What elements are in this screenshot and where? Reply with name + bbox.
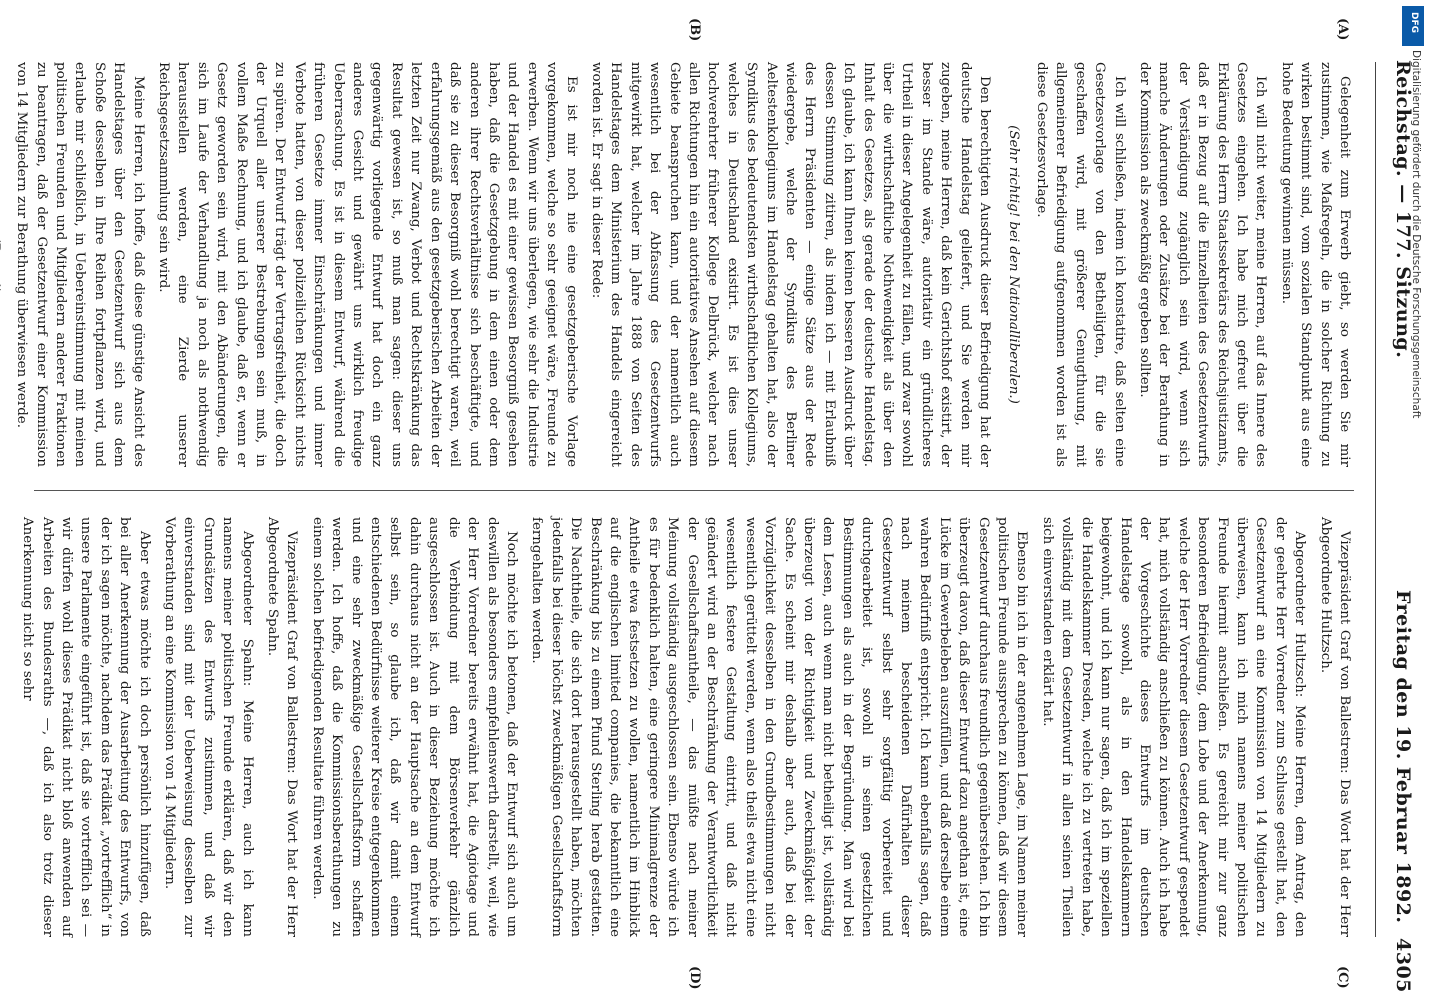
credit-text: Digitalisierung gefördert durch die Deutsche Forschungsgemeinschaft (1410, 50, 1422, 419)
speaker-paragraph: Abgeordneter Hultzsch: Meine Herren, dem Antrag, den der geehrte Herr Vorredner zum Schlusse gestellt hat, den Gesetzentwurf an eine Kommission von 14 Mitgliedern zu überweisen, kann ich mich namens meiner politischen Freunde hiermit anschließen. Es gereicht mir zur ganz besonderen Befriedigung, dem Lobe und der Anerkennung, welche der Herr Vorredner diesem Gesetzentwurf gespendet hat, mich vollständig anschließen zu können. Auch ich habe der Vorgeschichte dieses Entwurfs im deutschen Handelstage sowohl, als in den Handelskammern beigewohnt, und ich kann nur sagen, daß ich im speziellen die Handelskammer Dresden, welche ich zu vertreten habe, vollständig mit dem Gesetzentwurf in allen seinen Theilen sich einverstanden erklärt hat. (1039, 517, 1308, 937)
dfg-logo-text: DFG (1409, 12, 1419, 34)
right-column (14, 517, 1354, 937)
paragraph: Ebenso bin ich in der angenehmen Lage, im Namen meiner politischen Freunde aussprechen zu können, daß wir diesem Gesetzentwurf durchaus freundlich gegenüberstehen. Ich bin überzeugt davon, daß dieser Entwurf dazu angethan ist, eine Lücke im Gewerbeleben auszufüllen, und daß derselbe einem wahren Bedürfniß entspricht. Ich kann ebenfalls sagen, daß nach meinem bescheidenen Dafürhalten dieser Gesetzentwurf selbst sehr sorgfältig vorbereitet und durchgearbeitet ist, sowohl in seinen gesetzlichen Bestimmungen als auch in der Begründung. Man wird bei dem Lesen, auch wenn man nicht betheiligt ist, vollständig überzeugt von der Richtigkeit und Zweckmäßigkeit der Sache. Es scheint mir deshalb aber auch, daß bei der Vorzüglichkeit desselben in den Grundbestimmungen nicht wesentlich gerüttelt werden, wenn also theils etwa nicht eine wesentlich festere Gestaltung eintritt, und daß nicht geändert wird an der Beschränkung der Verantwortlichkeit der Gesellschaftsantheile, — das müßte nach meiner Meinung vollständig ausgeschlossen sein. Ebenso würde ich es für bedenklich halten, eine geringere Minimalgrenze der Antheile etwa festsetzen zu wollen, namentlich im Hinblick auf die englischen limited companies, die bekanntlich eine Beschränkung bis zu einem Pfund Sterling herab gestatten. Die Nachtheile, die sich dort herausgestellt haben, möchten jedenfalls bei dieser höchst zweckmäßigen Gesellschaftsform ferngehalten werden. (529, 517, 1030, 937)
speaker-paragraph: Vizepräsident Graf von Ballestrem: Das Wort hat der Herr Abgeordnete Spahn. (265, 517, 300, 937)
speaker-paragraph: Abgeordneter Spahn: Meine Herren, auch ich kann namens meiner politischen Freunde erklären, daß wir den Grundsätzen des Entwurfs zustimmen, und daß wir einverstanden sind mit der Ueberweisung desselben zur Vorberathung an eine Kommission von 14 Mitgliedern. (162, 517, 255, 937)
paragraph: Gelegenheit zum Erwerb giebt, so werden Sie mir zustimmen, wie Maßregeln, die in solcher Richtung zu wirken bestimmt sind, vom sozialen Standpunkt aus eine hohe Bedeutung gewinnen müssen. (1278, 62, 1352, 467)
dfg-logo (1402, 6, 1424, 46)
margin-mark-b: (B) (687, 18, 702, 42)
credit-strip (1392, 2, 1430, 998)
paragraph: Ich will nicht weiter, meine Herren, auf das Innere des Gesetzes eingehen. Ich habe mich gefreut über die Erklärung des Herrn Staatssekretärs des Reichsjustizamts, daß er in Bezug auf die Einzelheiten des Gesetzentwurfs der Verständigung zugänglich sein wird, wenn sich manche Änderungen oder Zusätze bei der Berathung in der Kommission als zweckmäßig ergeben sollten. (1136, 62, 1269, 467)
stage-direction: (Sehr richtig! bei den Nationalliberalen.) (1006, 125, 1022, 404)
page-number: 4305 (1392, 938, 1414, 993)
quotation: Es ist mir noch nie eine gesetzgeberische Vorlage vorgekommen, welche so sehr geeignet wäre, Freunde zu erwerben. Wenn wir uns überlegen, wie sehr die Industrie und der Handel es mit einer gewissen Besorgniß gesehen haben, daß die Gesetzgebung in dem einen oder dem anderen ihrer Rechtsverhältnisse sich beschäftigte, und daß sie zu dieser Besorgniß wohl berechtigt waren, weil erfahrungsgemäß aus den gesetzgeberischen Arbeiten der letzten Zeit nur Zwang, Verbot und Rechtskränkung das Resultat gewesen ist, so muß man sagen: dieser uns gegenwärtig vorliegende Entwurf hat doch ein ganz anderes Gesicht und gewährt uns wirklich freudige Ueberraschung. Es ist in diesem Entwurf, während die früheren Gesetze immer Einschränkungen und immer Verbote hatten, von dieser polizeilichen Rücksicht nichts zu spüren. Der Entwurf trägt der Vertragsfreiheit, die doch der Urquell aller unserer Bestrebungen sein muß, in vollem Maße Rechnung, und ich glaube, daß er, wenn er Gesetz geworden sein wird, mit den Abänderungen, die sich im Laufe der Verhandlung ja noch als nothwendig herausstellen werden, eine Zierde unserer Reichsgesetzsammlung sein wird. (156, 62, 579, 467)
stage-direction (0, 62, 4, 467)
margin-mark-d: (D) (687, 966, 702, 990)
left-column (14, 62, 1354, 467)
column-divider (34, 490, 1354, 491)
paragraph: Noch möchte ich betonen, daß der Entwurf sich auch um deswillen als besonders empfehlenswerth darstellt, weil, wie der Herr Vorredner bereits erwähnt hat, die Agiotage und die Verbindung mit dem Börsenverkehr gänzlich ausgeschlossen ist. Auch in dieser Beziehung möchte ich dahin durchaus nicht an der Hauptsache an dem Entwurf selbst sein, so glaube ich, daß wir damit einem entschiedenen Bedürfnisse weiterer Kreise entgegenkommen und eine sehr zweckmäßige Gesellschaftsform schaffen werden. Ich hoffe, daß die Kommissionsberathungen zu einem solchen befriedigenden Resultate führen werden. (309, 517, 519, 937)
paragraph: Meine Herren, ich hoffe, daß diese günstige Ansicht des Handelstages über den Gesetzentwurf sich aus dem Schoße desselben in Ihre Reihen fortpflanzen wird, und erlaube mir schließlich, in Uebereinstimmung mit meinen politischen Freunden und Mitgliedern anderer Fraktionen zu beantragen, daß der Gesetzentwurf einer Kommission von 14 Mitgliedern zur Berathung überwiesen werde. (14, 62, 146, 467)
margin-mark-c: (C) (1335, 966, 1350, 989)
paragraph: Aber etwas möchte ich doch persönlich hinzufügen, daß bei aller Anerkennung der Ausarbeitung des Entwurfs, von der ich sagen möchte, nachdem das Prädikat „vortrefflich“ in unsere Parlamente eingeführt ist, daß sie vortrefflich sei — wir dürfen wohl dieses Prädikat nicht bloß anwenden auf Arbeiten des Bundesraths —, daß ich also trotz dieser Anerkennung nicht so sehr (20, 517, 152, 937)
header-rule (1375, 62, 1376, 937)
running-head-left: Reichstag. — 177. Sitzung. (1392, 60, 1414, 359)
paragraph: Ich will schließen, indem ich konstatire, daß selten eine Gesetzesvorlage von den Betheiligten, für die sie geschaffen wird, mit größerer Genugthuung, mit allgemeinerer Befriedigung aufgenommen worden ist als diese Gesetzesvorlage. (1033, 62, 1127, 467)
running-head-right: Freitag den 19. Februar 1892. (1392, 590, 1414, 924)
speaker-paragraph: Vizepräsident Graf von Ballestrem: Das Wort hat der Herr Abgeordnete Hultzsch. (1317, 517, 1352, 937)
margin-mark-a: (A) (1335, 18, 1350, 41)
paragraph: Den berechtigten Ausdruck dieser Befriedigung hat der deutsche Handelstag geliefert, und Sie werden mir zugeben, meine Herren, daß kein Gerichtshof existirt, der besser im Stande wäre, autoritativ ein gründlicheres Urtheil in dieser Angelegenheit zu fällen, und zwar sowohl über die wirthschaftliche Nothwendigkeit als über den Inhalt des Gesetzes, als gerade der deutsche Handelstag. Ich glaube, ich kann Ihnen keinen besseren Ausdruck über dessen Stimmung zitiren, als indem ich — mit Erlaubniß des Herrn Präsidenten — einige Sätze aus der Rede wiedergebe, welche der Syndikus des Berliner Aeltestenkollegiums im Handelstag gehalten hat, also der Syndikus des bedeutendsten wirthschaftlichen Kollegiums, welches in Deutschland existirt. Es ist dies unser hochverehrter früherer Kollege Delbrück, welcher nach allen Richtungen hin ein autoritatives Ansehen auf diesem Gebiete beanspruchen kann, und der namentlich auch wesentlich bei der Abfassung des Gesetzentwurfs mitgewirkt hat, welcher im Jahre 1888 von Seiten des Handelstages dem Ministerium des Handels eingereicht worden ist. Er sagt in dieser Rede: (588, 62, 993, 467)
